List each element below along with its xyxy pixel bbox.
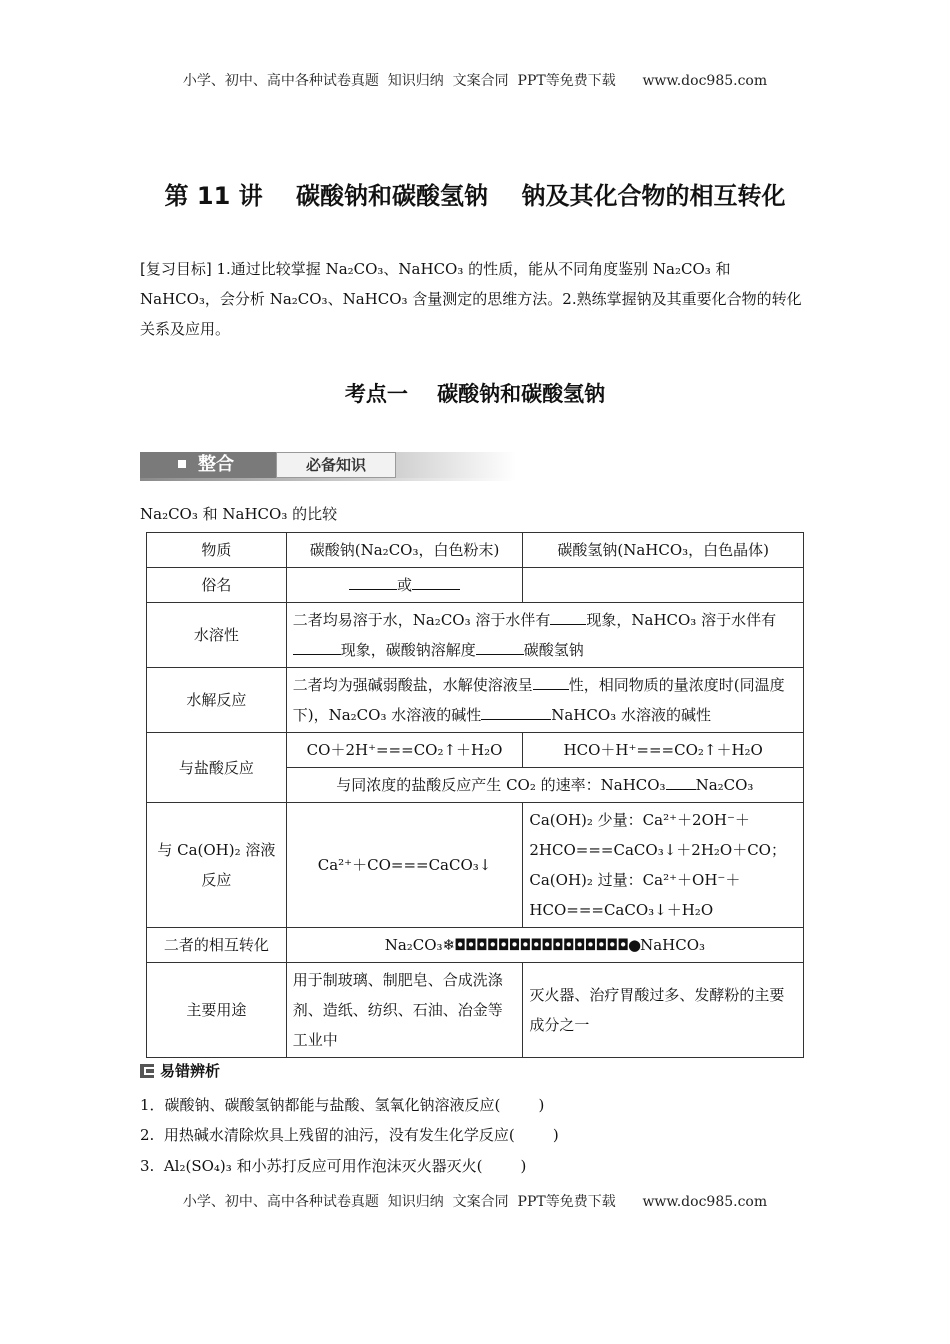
- answer-blank: [293, 636, 341, 655]
- answer-blank: [349, 571, 397, 590]
- table-caption: Na₂CO₃ 和 NaHCO₃ 的比较: [140, 505, 338, 523]
- page-header: 小学、初中、高中各种试卷真题 知识归纳 文案合同 PPT等免费下载 www.doc985.com: [182, 73, 768, 89]
- table-row-common-name: [147, 568, 804, 603]
- row-label: 水溶性: [147, 603, 287, 668]
- banner-square-icon: [178, 460, 186, 468]
- answer-blank: [550, 606, 586, 625]
- review-goals-tag: [复习目标]: [140, 260, 212, 278]
- row-label: 水解反应: [147, 668, 287, 733]
- equation-line: Ca(OH)₂ 过量：Ca²⁺＋OH⁻＋: [529, 871, 741, 889]
- text-segment: Na₂CO₃: [695, 776, 754, 794]
- solubility-cell: [286, 603, 803, 668]
- text-segment: NaHCO₃ 水溶液的碱性: [551, 706, 711, 724]
- question-item: 1．碳酸钠、碳酸氢钠都能与盐酸、氢氧化钠溶液反应( ): [140, 1096, 545, 1114]
- text-segment: Na₂CO₃: [384, 936, 443, 954]
- error-section-title: 易错辨析: [160, 1062, 221, 1080]
- banner-light-block: [276, 452, 396, 478]
- review-goals-text: 1.通过比较掌握 Na₂CO₃、NaHCO₃ 的性质，能从不同角度鉴别 Na₂CO₃ 和 NaHCO₃，会分析 Na₂CO₃、NaHCO₃ 含量测定的思维方法。2.熟练掌握钠及其重要化合物的转化关系及应用。: [140, 260, 802, 338]
- text-segment: NaHCO₃: [640, 936, 706, 954]
- row-label: 与 Ca(OH)₂ 溶液反应: [147, 803, 287, 928]
- section-title: 考点一 碳酸钠和碳酸氢钠: [344, 382, 606, 406]
- row-label: 主要用途: [147, 963, 287, 1058]
- table-row-uses: [147, 963, 804, 1058]
- conversion-cell: [286, 928, 803, 963]
- text-segment: 现象，碳酸钠溶解度: [340, 641, 476, 659]
- text-segment: 性，相同物质的量浓度时(同温度下)，Na₂CO₃ 水溶液的碱性: [292, 676, 785, 724]
- error-section-icon: [140, 1064, 154, 1078]
- header-cell-na2co3: 碳酸钠(Na₂CO₃，白色粉末): [286, 533, 523, 568]
- review-goals: [140, 254, 812, 344]
- answer-blank: [476, 636, 524, 655]
- table-row-caoh2: [147, 803, 804, 928]
- header-cell-substance: 物质: [147, 533, 287, 568]
- integration-banner: [140, 450, 516, 482]
- text-segment: 现象，NaHCO₃ 溶于水伴有: [586, 611, 777, 629]
- banner-light-label: 必备知识: [305, 456, 366, 474]
- caoh2-na2co3-cell: Ca²⁺＋CO===CaCO₃↓: [286, 803, 523, 928]
- hydrolysis-cell: [286, 668, 803, 733]
- row-label: 二者的相互转化: [147, 928, 287, 963]
- answer-blank: [481, 701, 551, 720]
- table-row-solubility: [147, 603, 804, 668]
- lesson-title: 第 11 讲 碳酸钠和碳酸氢钠 钠及其化合物的相互转化: [164, 182, 786, 210]
- table-header-row: [147, 533, 804, 568]
- table-row-conversion: [147, 928, 804, 963]
- page-footer: 小学、初中、高中各种试卷真题 知识归纳 文案合同 PPT等免费下载 www.doc985.com: [182, 1194, 768, 1210]
- conversion-arrow-glyphs: ❄◘◘◘◘◘◘◘◘◘◘◘◘◘◘◘◘●: [442, 936, 641, 954]
- answer-blank: [666, 771, 696, 790]
- question-item: 2. 用热碱水清除炊具上残留的油污，没有发生化学反应( ): [140, 1126, 559, 1144]
- error-section-heading: [140, 1060, 220, 1081]
- text-segment: 二者均为强碱弱酸盐，水解使溶液呈: [292, 676, 533, 694]
- uses-nahco3-cell: 灭火器、治疗胃酸过多、发酵粉的主要成分之一: [523, 963, 804, 1058]
- answer-blank: [412, 571, 460, 590]
- hcl-rate-cell: [286, 768, 803, 803]
- text-segment: 二者均易溶于水，Na₂CO₃ 溶于水伴有: [292, 611, 551, 629]
- question-item: 3. Al₂(SO₄)₃ 和小苏打反应可用作泡沫灭火器灭火( ): [140, 1157, 527, 1175]
- uses-na2co3-cell: 用于制玻璃、制肥皂、合成洗涤剂、造纸、纺织、石油、冶金等工业中: [286, 963, 523, 1058]
- hcl-nahco3-cell: HCO＋H⁺===CO₂↑＋H₂O: [523, 733, 804, 768]
- banner-fade: [396, 452, 516, 478]
- banner-dark-label: 整合: [198, 454, 234, 475]
- equation-line: HCO===CaCO₃↓＋H₂O: [529, 901, 714, 919]
- equation-line: 2HCO===CaCO₃↓＋2H₂O＋CO；: [529, 841, 786, 859]
- table-row-hcl: [147, 733, 804, 768]
- answer-blank: [533, 671, 569, 690]
- text-segment: 碳酸氢钠: [523, 641, 584, 659]
- text-segment: 与同浓度的盐酸反应产生 CO₂ 的速率：NaHCO₃: [336, 776, 666, 794]
- header-cell-nahco3: 碳酸氢钠(NaHCO₃，白色晶体): [523, 533, 804, 568]
- or-text: 或: [397, 576, 413, 594]
- comparison-table: [146, 532, 804, 1058]
- table-row-hydrolysis: [147, 668, 804, 733]
- common-name-cell: [286, 568, 523, 603]
- common-name-cell-empty: [523, 568, 804, 603]
- hcl-na2co3-cell: CO＋2H⁺===CO₂↑＋H₂O: [286, 733, 523, 768]
- row-label: 俗名: [147, 568, 287, 603]
- equation-line: Ca(OH)₂ 少量：Ca²⁺＋2OH⁻＋: [529, 811, 750, 829]
- banner-underline: [140, 478, 516, 481]
- caoh2-nahco3-cell: [523, 803, 804, 928]
- row-label: 与盐酸反应: [147, 733, 287, 803]
